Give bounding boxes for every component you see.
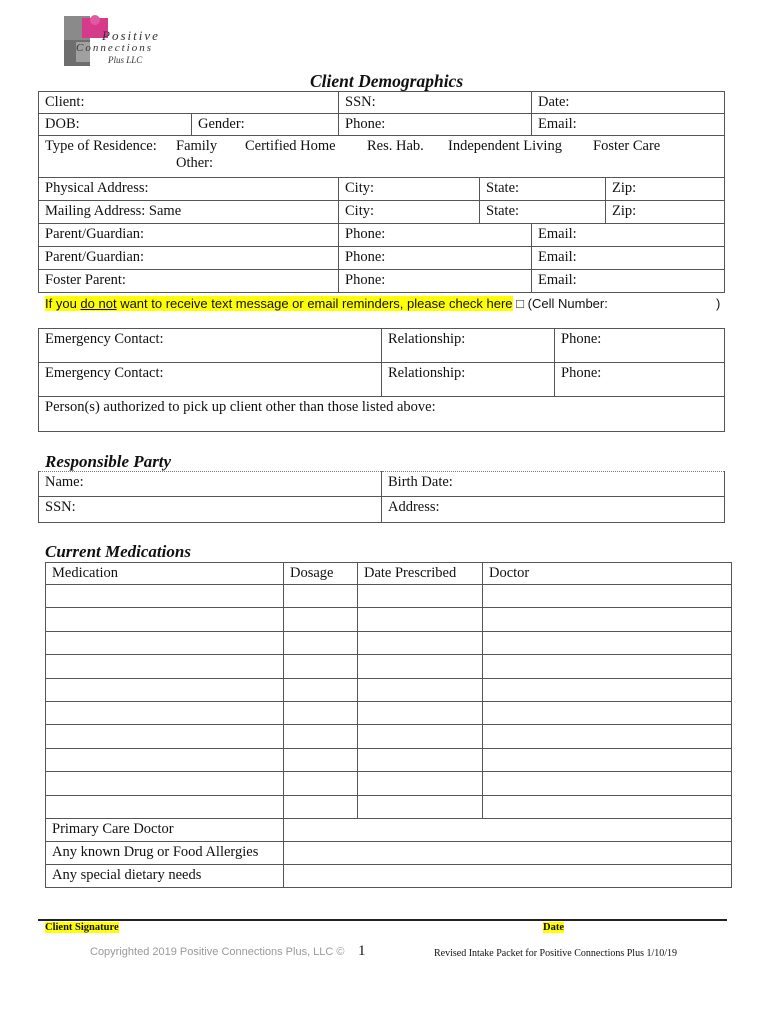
med-header-doctor: Doctor [483,563,732,585]
medication-cell-doctor[interactable] [483,772,732,795]
primary-care-doctor-field[interactable] [284,818,732,841]
parent-guardian-1-phone[interactable]: Phone: [339,224,532,247]
parent-guardian-1-field[interactable]: Parent/Guardian: [39,224,339,247]
medication-cell-date-prescribed[interactable] [358,701,483,724]
medication-row [46,701,732,724]
med-header-date-prescribed: Date Prescribed [358,563,483,585]
medication-row [46,725,732,748]
medication-cell-doctor[interactable] [483,655,732,678]
client-signature-label: Client Signature [45,922,119,933]
dietary-needs-label: Any special dietary needs [46,864,284,887]
responsible-ssn-field[interactable]: SSN: [39,497,382,523]
emergency-phone-2[interactable]: Phone: [555,363,725,397]
med-header-dosage: Dosage [284,563,358,585]
emergency-relationship-1[interactable]: Relationship: [382,329,555,363]
logo-line2: Connections [76,42,153,54]
notice-text-1: If you [45,296,81,311]
medication-cell-date-prescribed[interactable] [358,655,483,678]
medication-cell-dosage[interactable] [284,701,358,724]
medication-cell-medication[interactable] [46,585,284,608]
medication-cell-medication[interactable] [46,608,284,631]
medication-cell-dosage[interactable] [284,585,358,608]
demographics-table [38,91,725,293]
parent-guardian-1-email[interactable]: Email: [532,224,725,247]
emergency-contact-1[interactable]: Emergency Contact: [39,329,382,363]
dob-field[interactable]: DOB: [39,114,192,136]
primary-care-doctor-label: Primary Care Doctor [46,818,284,841]
responsible-birth-date-field[interactable]: Birth Date: [382,472,725,497]
physical-zip-field[interactable]: Zip: [606,178,725,201]
med-header-medication: Medication [46,563,284,585]
medication-cell-doctor[interactable] [483,631,732,654]
emergency-relationship-2[interactable]: Relationship: [382,363,555,397]
medication-row [46,678,732,701]
emergency-contacts-table [38,328,725,432]
medication-cell-medication[interactable] [46,748,284,771]
notice-text-emphasis: do not [80,296,117,311]
medication-cell-doctor[interactable] [483,585,732,608]
medication-cell-date-prescribed[interactable] [358,772,483,795]
residence-other[interactable]: Other: [176,155,214,171]
signature-line[interactable] [38,919,727,921]
medication-cell-date-prescribed[interactable] [358,631,483,654]
medication-cell-doctor[interactable] [483,701,732,724]
medication-cell-dosage[interactable] [284,678,358,701]
medication-cell-dosage[interactable] [284,772,358,795]
copyright-text: Copyrighted 2019 Positive Connections Plus, LLC © [90,946,345,958]
medication-row [46,772,732,795]
responsible-name-field[interactable]: Name: [39,472,382,497]
email-field[interactable]: Email: [532,114,725,136]
reminder-opt-out-notice [45,296,608,311]
medication-row [46,585,732,608]
residence-option-independent-living[interactable]: Independent Living [448,138,562,154]
medication-cell-medication[interactable] [46,725,284,748]
residence-option-family[interactable]: Family [176,138,218,154]
medication-cell-doctor[interactable] [483,795,732,818]
allergies-field[interactable] [284,841,732,864]
medication-cell-dosage[interactable] [284,608,358,631]
cell-number-close: ) [716,296,721,311]
medication-row [46,748,732,771]
residence-option-certified-home[interactable]: Certified Home [245,138,336,154]
logo-line1: Positive [102,28,160,43]
medication-cell-dosage[interactable] [284,795,358,818]
date-field[interactable]: Date: [532,92,725,114]
current-medications-title: Current Medications [45,542,191,561]
medication-row [46,795,732,818]
medication-cell-medication[interactable] [46,772,284,795]
mailing-city-field[interactable]: City: [339,201,480,224]
emergency-contact-2[interactable]: Emergency Contact: [39,363,382,397]
residence-label: Type of Residence: [45,138,157,154]
notice-text-2: want to receive text message or email reminders, please check here [116,296,513,311]
medication-cell-doctor[interactable] [483,725,732,748]
authorized-pickup-field[interactable]: Person(s) authorized to pick up client other than those listed above: [39,397,725,432]
foster-parent-phone[interactable]: Phone: [339,270,532,293]
revision-note: Revised Intake Packet for Positive Connections Plus 1/10/19 [434,948,678,959]
parent-guardian-2-email[interactable]: Email: [532,247,725,270]
mailing-zip-field[interactable]: Zip: [606,201,725,224]
responsible-party-title: Responsible Party [45,452,172,471]
physical-state-field[interactable]: State: [480,178,606,201]
medication-cell-medication[interactable] [46,631,284,654]
medication-cell-medication[interactable] [46,655,284,678]
page-title: Client Demographics [310,71,464,91]
company-logo [62,14,162,70]
opt-out-checkbox[interactable]: □ [516,296,525,311]
medication-row [46,655,732,678]
medication-cell-date-prescribed[interactable] [358,585,483,608]
medication-cell-doctor[interactable] [483,748,732,771]
dietary-needs-field[interactable] [284,864,732,887]
medication-cell-medication[interactable] [46,678,284,701]
medication-cell-doctor[interactable] [483,608,732,631]
medications-table [45,562,732,888]
logo-line3: Plus LLC [108,55,143,65]
physical-address-field[interactable]: Physical Address: [39,178,339,201]
mailing-address-field[interactable]: Mailing Address: Same [39,201,339,224]
gender-field[interactable]: Gender: [192,114,339,136]
parent-guardian-2-phone[interactable]: Phone: [339,247,532,270]
allergies-label: Any known Drug or Food Allergies [46,841,284,864]
cell-number-label: (Cell Number: [527,296,608,311]
medication-cell-date-prescribed[interactable] [358,748,483,771]
mailing-state-field[interactable]: State: [480,201,606,224]
page-number: 1 [358,943,366,959]
client-field[interactable]: Client: [39,92,339,114]
medication-cell-doctor[interactable] [483,678,732,701]
medication-row [46,631,732,654]
foster-parent-field[interactable]: Foster Parent: [39,270,339,293]
parent-guardian-2-field[interactable]: Parent/Guardian: [39,247,339,270]
medication-cell-date-prescribed[interactable] [358,795,483,818]
medication-cell-medication[interactable] [46,795,284,818]
emergency-phone-1[interactable]: Phone: [555,329,725,363]
responsible-party-table [38,471,725,523]
medication-cell-dosage[interactable] [284,748,358,771]
ssn-field[interactable]: SSN: [339,92,532,114]
phone-field[interactable]: Phone: [339,114,532,136]
medication-cell-dosage[interactable] [284,655,358,678]
medication-cell-dosage[interactable] [284,725,358,748]
medication-row [46,608,732,631]
medication-cell-date-prescribed[interactable] [358,608,483,631]
residence-type-row [39,136,725,178]
foster-parent-email[interactable]: Email: [532,270,725,293]
physical-city-field[interactable]: City: [339,178,480,201]
signature-date-label: Date [543,922,564,933]
residence-option-res-hab[interactable]: Res. Hab. [367,138,424,154]
medication-cell-medication[interactable] [46,701,284,724]
medication-cell-date-prescribed[interactable] [358,678,483,701]
medication-cell-date-prescribed[interactable] [358,725,483,748]
responsible-address-field[interactable]: Address: [382,497,725,523]
medication-cell-dosage[interactable] [284,631,358,654]
residence-option-foster-care[interactable]: Foster Care [593,138,661,154]
